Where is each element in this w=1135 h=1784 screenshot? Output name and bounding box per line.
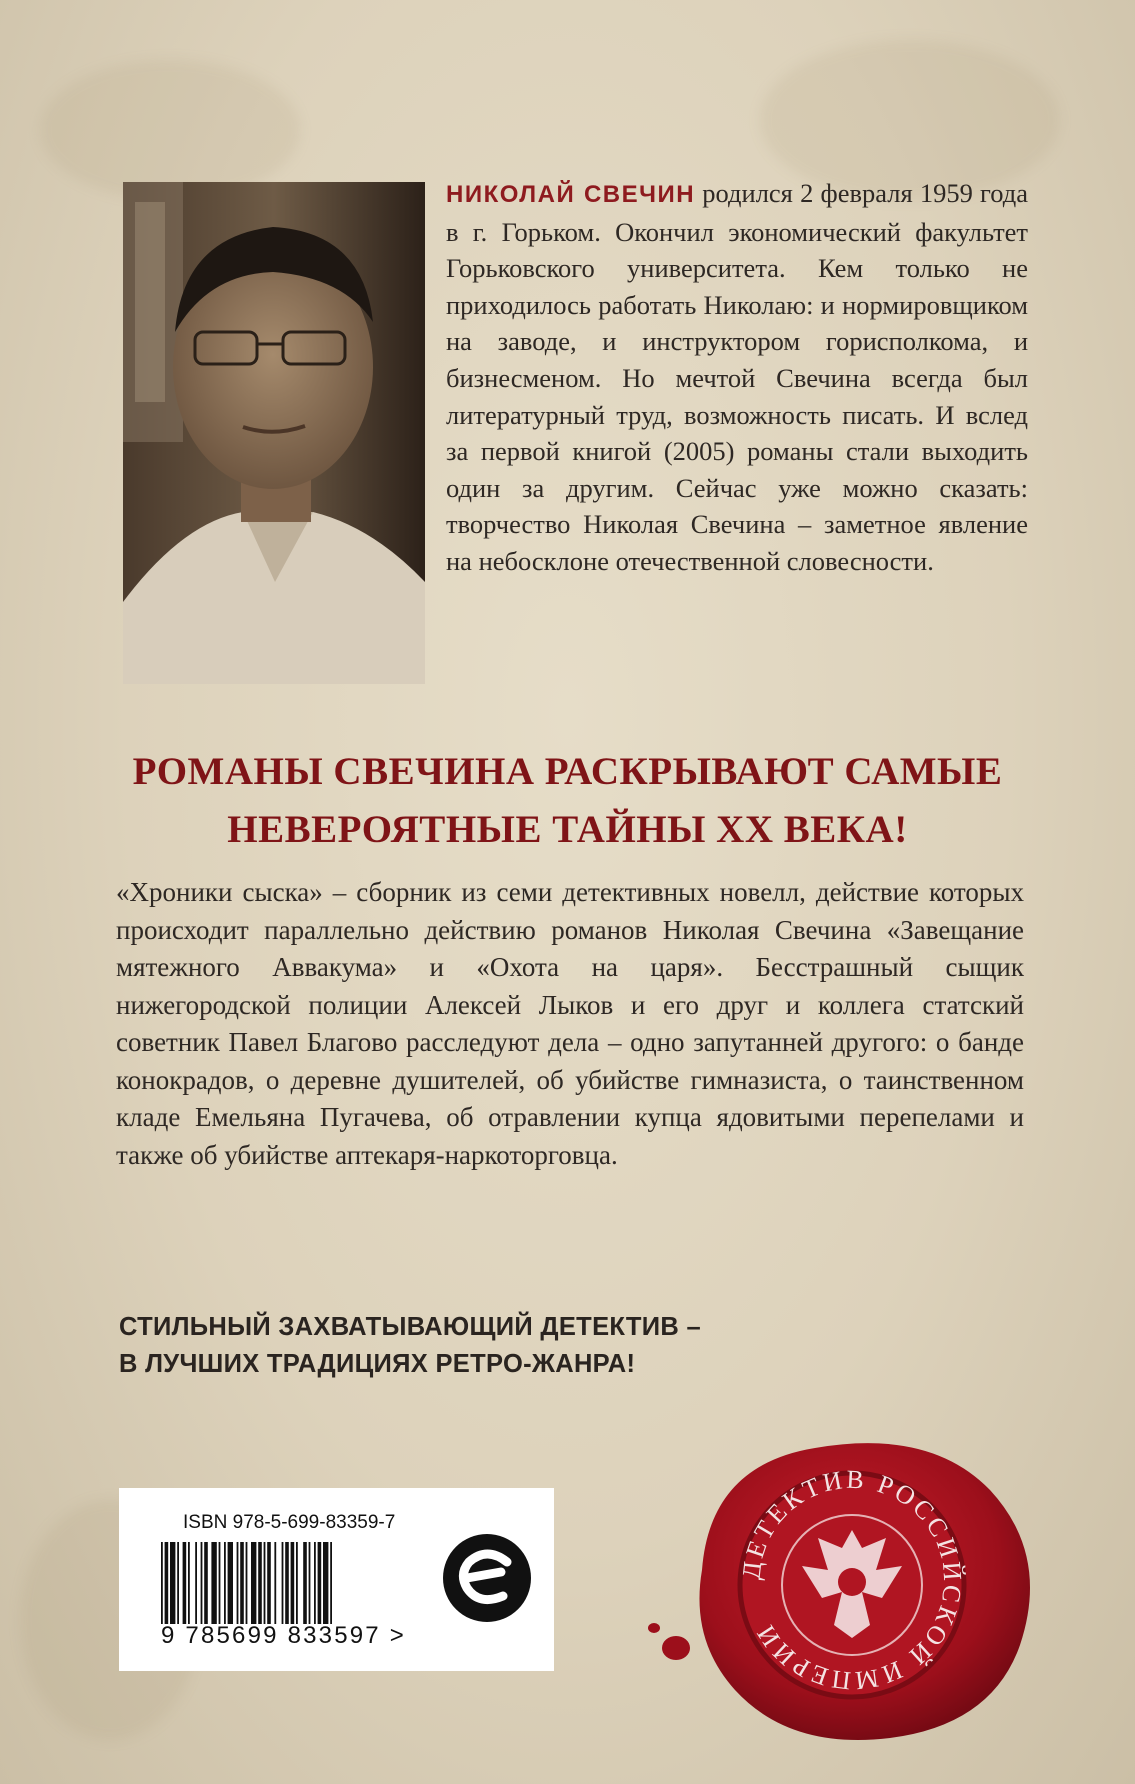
- headline-line-2: НЕВЕРОЯТНЫЕ ТАЙНЫ XX ВЕКА!: [227, 808, 908, 851]
- book-description: «Хроники сыска» – сборник из семи детективных новелл, действие которых происходит параллельно действию романов Николая Свечина «Завещание мятежного Аввакума» и «Охота на царя». Бесстрашный сыщик нижегородской полиции Алексей Лыков и его друг и коллега статский советник Павел Благово расследуют дела – одно запутанней другого: о банде конокрадов, о деревне душителей, об убийстве гимназиста, о таинственном кладе Емельяна Пугачева, об отравлении купца ядовитыми перепелами и также об убийстве аптекаря-наркоторговца.: [116, 877, 1024, 1170]
- publisher-logo-icon: [437, 1528, 537, 1628]
- barcode-digits: 9 785699 833597 >: [161, 1622, 406, 1649]
- biography-text: родился 2 февраля 1959 года в г. Горьком. Окончил экономический факультет Горьковского университета. Кем только не приходилось работать Николаю: и нормировщиком на заводе, и инструктором горисполкома, и бизнесменом. Но мечтой Свечина всегда был литературный труд, возможность писать. И вслед за первой книгой (2005) романы стали выходить один за другим. Сейчас уже можно сказать: творчество Николая Свечина – заметное явление на небосклоне отечественной словесности.: [446, 178, 1028, 576]
- paper-stain: [40, 60, 300, 200]
- tagline: [119, 1309, 1019, 1383]
- barcode: [161, 1542, 431, 1624]
- seal-text: ДЕТЕКТИВ РОССИЙСКОЙ ИМПЕРИИ: [736, 1464, 968, 1696]
- barcode-panel: [119, 1488, 554, 1671]
- headline-line-1: РОМАНЫ СВЕЧИНА РАСКРЫВАЮТ САМЫЕ: [132, 750, 1003, 793]
- isbn-label: ISBN 978-5-699-83359-7: [183, 1512, 396, 1533]
- author-biography: [446, 175, 1028, 580]
- wax-seal-icon: [640, 1420, 1060, 1750]
- tagline-line-1: СТИЛЬНЫЙ ЗАХВАТЫВАЮЩИЙ ДЕТЕКТИВ –: [119, 1313, 701, 1341]
- author-photo: [123, 182, 425, 684]
- tagline-line-2: В ЛУЧШИХ ТРАДИЦИЯХ РЕТРО-ЖАНРА!: [119, 1350, 636, 1378]
- headline: [60, 743, 1075, 859]
- author-name: НИКОЛАЙ СВЕЧИН: [446, 181, 696, 208]
